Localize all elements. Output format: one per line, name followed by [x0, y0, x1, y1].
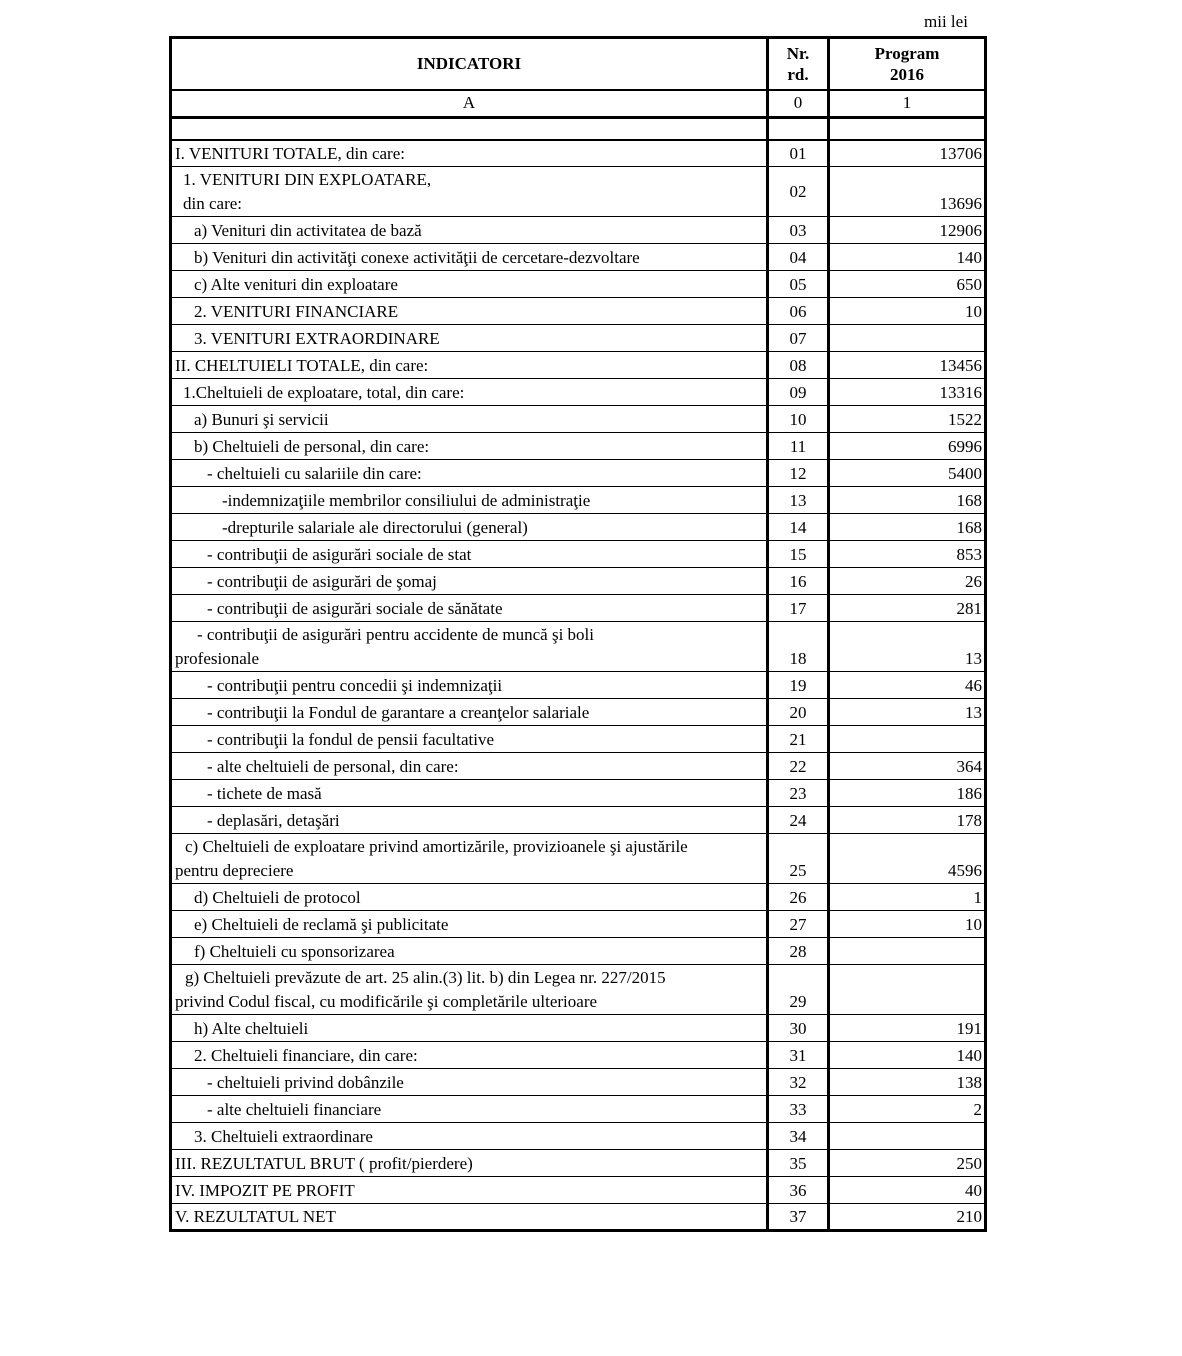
row-number: 34	[768, 1123, 829, 1150]
row-number: 26	[768, 884, 829, 911]
indicator-label: h) Alte cheltuieli	[171, 1015, 768, 1042]
indicator-label: - contribuţii pentru concedii şi indemnizaţii	[171, 672, 768, 699]
program-value: 26	[829, 568, 986, 595]
unit-label: mii lei	[924, 12, 968, 31]
program-value: 853	[829, 541, 986, 568]
row-number: 35	[768, 1150, 829, 1177]
program-value: 210	[829, 1204, 986, 1231]
table-row	[171, 911, 986, 938]
table-row	[171, 433, 986, 460]
table-row	[171, 938, 986, 965]
table-row	[171, 514, 986, 541]
column-index-1: 1	[829, 90, 986, 118]
row-number: 32	[768, 1069, 829, 1096]
table-row	[171, 595, 986, 622]
program-value: 186	[829, 780, 986, 807]
indicator-label: 3. VENITURI EXTRAORDINARE	[171, 325, 768, 352]
table-row	[171, 568, 986, 595]
program-value: 13696	[829, 167, 986, 217]
indicator-label: b) Cheltuieli de personal, din care:	[171, 433, 768, 460]
row-number: 01	[768, 140, 829, 167]
header-nr-rd	[768, 38, 829, 90]
table-row	[171, 167, 986, 217]
indicator-label: a) Bunuri şi servicii	[171, 406, 768, 433]
indicator-label: e) Cheltuieli de reclamă şi publicitate	[171, 911, 768, 938]
program-value: 12906	[829, 217, 986, 244]
row-number: 06	[768, 298, 829, 325]
program-value	[829, 1123, 986, 1150]
column-index-a: A	[171, 90, 768, 118]
header-program-line2: 2016	[890, 64, 924, 84]
indicator-label: 1.Cheltuieli de exploatare, total, din care:	[171, 379, 768, 406]
program-value: 364	[829, 753, 986, 780]
table-row	[171, 487, 986, 514]
table-row	[171, 352, 986, 379]
table-row	[171, 1123, 986, 1150]
table-row	[171, 753, 986, 780]
program-value: 1	[829, 884, 986, 911]
header-nr-rd-line2: rd.	[787, 64, 809, 84]
program-value: 168	[829, 514, 986, 541]
table-row	[171, 807, 986, 834]
row-number: 14	[768, 514, 829, 541]
header-program	[829, 38, 986, 90]
program-value	[829, 726, 986, 753]
table-row	[171, 271, 986, 298]
program-value: 13316	[829, 379, 986, 406]
row-number: 02	[768, 167, 829, 217]
header-nr-rd-line1: Nr.	[786, 43, 810, 63]
program-value: 178	[829, 807, 986, 834]
row-number: 15	[768, 541, 829, 568]
spacer-cell	[829, 118, 986, 140]
program-value: 650	[829, 271, 986, 298]
indicator-label: - cheltuieli cu salariile din care:	[171, 460, 768, 487]
indicator-label: a) Venituri din activitatea de bază	[171, 217, 768, 244]
indicator-label: - contribuţii de asigurări sociale de stat	[171, 541, 768, 568]
program-value: 46	[829, 672, 986, 699]
header-program-line1: Program	[874, 43, 940, 63]
indicator-label: c) Alte venituri din exploatare	[171, 271, 768, 298]
indicator-label: V. REZULTATUL NET	[171, 1204, 768, 1231]
indicator-label: - contribuţii de asigurări sociale de sănătate	[171, 595, 768, 622]
table-row	[171, 1204, 986, 1231]
row-number: 07	[768, 325, 829, 352]
row-number: 37	[768, 1204, 829, 1231]
table-row	[171, 672, 986, 699]
indicator-label: IV. IMPOZIT PE PROFIT	[171, 1177, 768, 1204]
program-value: 4596	[829, 834, 986, 884]
table-row	[171, 541, 986, 568]
program-value: 5400	[829, 460, 986, 487]
row-number: 18	[768, 622, 829, 672]
indicator-label: c) Cheltuieli de exploatare privind amortizările, provizioanele şi ajustările pentru depreciere	[171, 834, 768, 884]
indicator-label: -drepturile salariale ale directorului (general)	[171, 514, 768, 541]
program-value: 6996	[829, 433, 986, 460]
indicator-label: - alte cheltuieli financiare	[171, 1096, 768, 1123]
indicator-label: - deplasări, detaşări	[171, 807, 768, 834]
program-value: 281	[829, 595, 986, 622]
indicator-label: 1. VENITURI DIN EXPLOATARE, din care:	[171, 167, 768, 217]
program-value: 13706	[829, 140, 986, 167]
table-row	[171, 834, 986, 884]
table-header-row	[171, 38, 986, 90]
row-number: 22	[768, 753, 829, 780]
row-number: 05	[768, 271, 829, 298]
indicator-label: - cheltuieli privind dobânzile	[171, 1069, 768, 1096]
row-number: 04	[768, 244, 829, 271]
row-number: 10	[768, 406, 829, 433]
row-number: 09	[768, 379, 829, 406]
table-row	[171, 1015, 986, 1042]
indicator-label: - contribuţii de asigurări de şomaj	[171, 568, 768, 595]
row-number: 31	[768, 1042, 829, 1069]
header-indicatori: INDICATORI	[171, 38, 768, 90]
row-number: 19	[768, 672, 829, 699]
row-number: 08	[768, 352, 829, 379]
row-number: 33	[768, 1096, 829, 1123]
row-number: 11	[768, 433, 829, 460]
column-index-0: 0	[768, 90, 829, 118]
row-number: 20	[768, 699, 829, 726]
table-row	[171, 460, 986, 487]
program-value: 40	[829, 1177, 986, 1204]
program-value	[829, 938, 986, 965]
program-value: 250	[829, 1150, 986, 1177]
indicator-label: III. REZULTATUL BRUT ( profit/pierdere)	[171, 1150, 768, 1177]
table-row	[171, 884, 986, 911]
row-number: 12	[768, 460, 829, 487]
row-number: 13	[768, 487, 829, 514]
table-body	[171, 140, 986, 1231]
program-value: 138	[829, 1069, 986, 1096]
program-value: 140	[829, 244, 986, 271]
row-number: 29	[768, 965, 829, 1015]
row-number: 23	[768, 780, 829, 807]
row-number: 25	[768, 834, 829, 884]
table-row	[171, 699, 986, 726]
table-row	[171, 726, 986, 753]
spacer-cell	[171, 118, 768, 140]
program-value: 10	[829, 911, 986, 938]
indicator-label: g) Cheltuieli prevăzute de art. 25 alin.(3) lit. b) din Legea nr. 227/2015 privind Codul fiscal, cu modificările şi completările ulterioare	[171, 965, 768, 1015]
table-row	[171, 965, 986, 1015]
program-value: 13	[829, 622, 986, 672]
spacer-row	[171, 118, 986, 140]
indicator-label: - contribuţii de asigurări pentru accidente de muncă şi boli profesionale	[171, 622, 768, 672]
indicator-label: - alte cheltuieli de personal, din care:	[171, 753, 768, 780]
column-index-row	[171, 90, 986, 118]
row-number: 17	[768, 595, 829, 622]
table-row	[171, 244, 986, 271]
table-row	[171, 379, 986, 406]
program-value: 10	[829, 298, 986, 325]
budget-table	[169, 36, 987, 1232]
row-number: 16	[768, 568, 829, 595]
program-value: 13	[829, 699, 986, 726]
indicator-label: 2. VENITURI FINANCIARE	[171, 298, 768, 325]
row-number: 27	[768, 911, 829, 938]
table-row	[171, 1150, 986, 1177]
row-number: 21	[768, 726, 829, 753]
indicator-label: b) Venituri din activităţi conexe activităţii de cercetare-dezvoltare	[171, 244, 768, 271]
program-value: 13456	[829, 352, 986, 379]
program-value	[829, 325, 986, 352]
table-row	[171, 622, 986, 672]
table-row	[171, 217, 986, 244]
indicator-label: d) Cheltuieli de protocol	[171, 884, 768, 911]
row-number: 30	[768, 1015, 829, 1042]
indicator-label: 2. Cheltuieli financiare, din care:	[171, 1042, 768, 1069]
indicator-label: II. CHELTUIELI TOTALE, din care:	[171, 352, 768, 379]
program-value: 2	[829, 1096, 986, 1123]
spacer-cell	[768, 118, 829, 140]
table-row	[171, 140, 986, 167]
table-row	[171, 1069, 986, 1096]
indicator-label: -indemnizaţiile membrilor consiliului de administraţie	[171, 487, 768, 514]
indicator-label: 3. Cheltuieli extraordinare	[171, 1123, 768, 1150]
table-row	[171, 298, 986, 325]
indicator-label: - tichete de masă	[171, 780, 768, 807]
row-number: 36	[768, 1177, 829, 1204]
table-row	[171, 1177, 986, 1204]
row-number: 24	[768, 807, 829, 834]
indicator-label: I. VENITURI TOTALE, din care:	[171, 140, 768, 167]
table-row	[171, 1096, 986, 1123]
table-row	[171, 325, 986, 352]
table-row	[171, 780, 986, 807]
program-value: 1522	[829, 406, 986, 433]
program-value: 191	[829, 1015, 986, 1042]
indicator-label: - contribuţii la fondul de pensii facultative	[171, 726, 768, 753]
program-value	[829, 965, 986, 1015]
table-row	[171, 1042, 986, 1069]
row-number: 03	[768, 217, 829, 244]
program-value: 168	[829, 487, 986, 514]
table-row	[171, 406, 986, 433]
program-value: 140	[829, 1042, 986, 1069]
indicator-label: - contribuţii la Fondul de garantare a creanţelor salariale	[171, 699, 768, 726]
indicator-label: f) Cheltuieli cu sponsorizarea	[171, 938, 768, 965]
row-number: 28	[768, 938, 829, 965]
